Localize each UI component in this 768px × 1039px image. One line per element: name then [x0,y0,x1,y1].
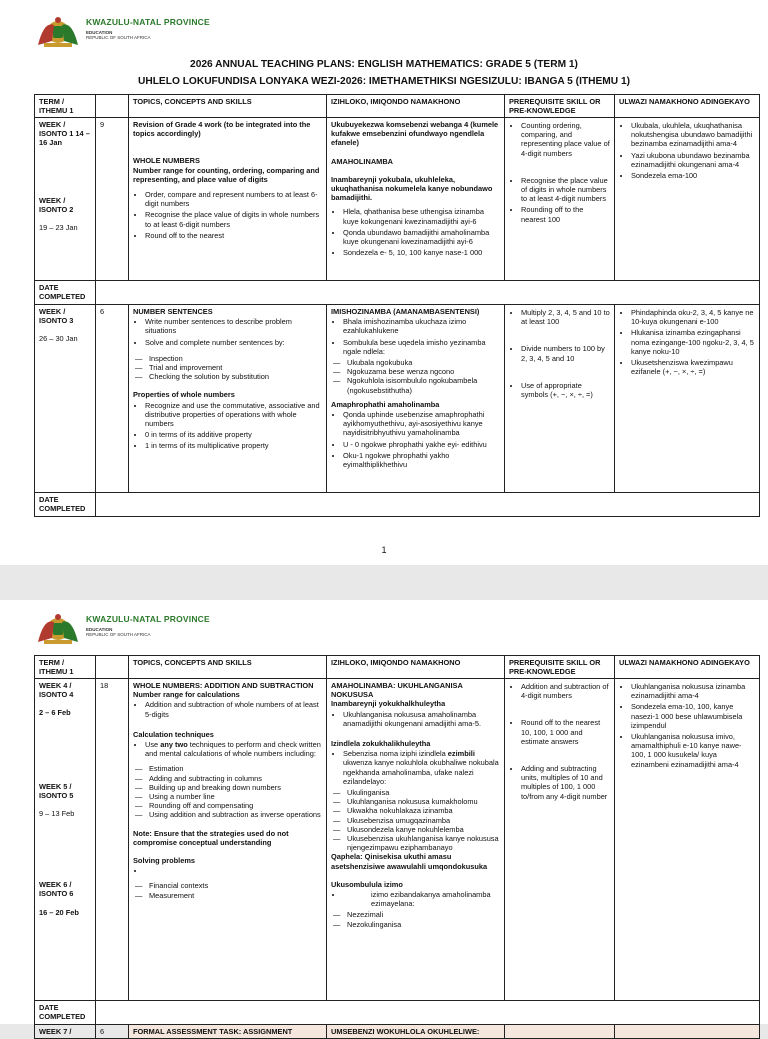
list-item: • izimo ezibandakanya amaholinamba ezimayelana: [343,890,500,908]
week-7-label: WEEK 7 / [35,1025,96,1039]
list-item: • Oku-1 ngokwe phrophathi yakho eyimalthiplikhethivu [343,451,500,469]
header-term: TERM / ITHEMU 1 [35,656,96,679]
week-4-dates: 2 – 6 Feb [39,708,71,718]
list-item: • U - 0 ngokwe phrophathi yakhe eyi- edithivu [343,440,500,449]
header-logo [34,15,210,49]
date-completed-label: DATE COMPLETED [35,281,96,305]
hours-cell: 6 [96,305,129,493]
week-2-dates: 19 – 23 Jan [39,223,78,233]
list-item: • Recognise the place value of digits in whole numbers to at least 6-digit numbers [145,210,322,228]
assessment-task-label-zulu: UMSEBENZI WOKUHLOLA OKUHLELIWE: [327,1025,505,1039]
date-completed-row [35,281,760,305]
header-topics: TOPICS, CONCEPTS AND SKILLS [129,656,327,679]
izihloko-cell [327,118,505,281]
table-header-row [35,656,760,679]
header-prereq: PREREQUISITE SKILL OR PRE-KNOWLEDGE [505,95,615,118]
table-row [35,679,760,1001]
topic-subheading-zulu: Inambareynji yokubala, ukuhleleka, ukuqhathanisa nokumelela kanye nobundawo bamadijithi. [331,174,493,203]
prereq-cell [505,118,615,281]
list-item: — Rounding off and compensating [149,801,322,810]
hours-cell: 9 [96,118,129,281]
list-item [145,866,322,875]
topic-heading: NUMBER SENTENCES [133,307,213,316]
list-item: • Hlela, qhathanisa bese uthengisa izinamba kuye kokungenani kwezinamadijithi ayi-6 [343,207,500,225]
hours-cell: 6 [96,1025,129,1039]
country-name: REPUBLIC OF SOUTH AFRICA [86,632,151,637]
solving-heading: Solving problems [133,856,196,866]
table-row [35,1025,760,1039]
ulwazi-cell [615,118,760,281]
week-5-dates: 9 – 13 Feb [39,809,75,819]
list-item: • Ukubala, ukuhlela, ukuqhathanisa nokutshengisa ubundawo bamadijithi bezinamba ezinamadijithi ama-4 [631,121,755,149]
revision-text-zulu: Ukubuyekezwa komsebenzi webanga 4 (kumele kufakwe emsebenzini ofundwayo ngendlela efanele) [331,120,499,148]
date-completed-label: DATE COMPLETED [35,493,96,517]
table-row [35,118,760,281]
header-ulwazi: ULWAZI NAMAKHONO ADINGEKAYO [615,656,760,679]
list-item: • Order, compare and represent numbers to at least 6-digit numbers [145,190,322,208]
topics-cell [129,305,327,493]
list-item: • Sombulula bese uqedela imisho yezinamba ngale ndlela: [343,338,500,356]
list-item: • Ukuhlanganisa nokususa imivo, amamalthiphuli e-10 kanye nawe-100, 1 000 kusukela/ kuya ezinambeni ezinamadijithi ama-4 [631,732,755,769]
list-item: — Nezezimali [347,910,500,919]
list-item: • Use any two techniques to perform and check written and mental calculations of whole numbers including: [145,740,322,758]
list-item: • Bhala imishozinamba ukuchaza izimo ezahlukahlukene [343,317,500,335]
list-item: • Recognize and use the commutative, associative and distributive properties of operations with whole numbers [145,401,322,429]
header-hours [96,656,129,679]
list-item: — Trial and improvement [149,363,322,372]
list-item: • Sondezela e- 5, 10, 100 kanye nase-1 000 [343,248,500,257]
week-6-label: WEEK 6 / ISONTO 6 [39,880,74,899]
list-item: • Adding and subtracting units, multiples of 10 and multiples of 100, 1 000 to/from any 4-digit number [521,764,610,801]
list-item: • Multiply 2, 3, 4, 5 and 10 to at least 100 [521,308,610,326]
week-2-label: WEEK / ISONTO 2 [39,196,74,215]
topic-subheading-zulu: Inambareynji yokukhalkhuleytha [331,699,446,709]
topic-subheading: Properties of whole numbers [133,390,235,400]
department-name: EDUCATION [86,30,113,35]
list-item: • Ukuhlanganisa nokususa amaholinamba anamadijithi okungenani amadijithi ama-5. [343,710,500,728]
document-title-english: 2026 ANNUAL TEACHING PLANS: ENGLISH MATHEMATICS: GRADE 5 (TERM 1) [190,59,578,70]
coat-of-arms-icon [34,15,82,49]
week-cell [35,118,96,281]
list-item: • Addition and subtraction of whole numbers of at least 5-digits [145,700,322,718]
table-header-row [35,95,760,118]
izihloko-cell [327,679,505,1001]
table-row [35,305,760,493]
teaching-plan-table-1 [34,94,760,517]
week-cell [35,305,96,493]
hours-cell: 18 [96,679,129,1001]
list-item: • Ukuhlanganisa nokususa izinamba ezinamadijithi ama-4 [631,682,755,700]
week-3-label: WEEK / ISONTO 3 [39,307,74,326]
date-completed-row [35,1001,760,1025]
date-completed-value[interactable] [96,1001,760,1025]
topic-subheading-zulu: Amaphrophathi amaholinamba [331,399,440,409]
list-item: • Write number sentences to describe problem situations [145,317,322,335]
topic-heading-zulu: AMAHOLINAMBA: UKUHLANGANISA NOKUSUSA [331,681,463,700]
list-item: — Ngokuhlola isisombululo ngokubambela (ngokusebstithutha) [347,376,500,394]
list-item: — Ngokuzama bese wenza ngcono [347,367,500,376]
country-name: REPUBLIC OF SOUTH AFRICA [86,35,151,40]
list-item: • Round off to the nearest [145,231,322,240]
topics-cell [129,118,327,281]
list-item: • Divide numbers to 100 by 2, 3, 4, 5 and 10 [521,344,610,362]
teaching-plan-table-2 [34,655,760,1039]
week-6-dates: 16 – 20 Feb [39,907,79,917]
list-item: — Nezokulinganisa [347,920,500,929]
week-5-label: WEEK 5 / ISONTO 5 [39,781,74,800]
list-item: — Measurement [149,891,322,900]
topic-heading-zulu: IMISHOZINAMBA (AMANAMBASENTENSI) [331,307,480,316]
list-item: — Ukusondezela kanye nokuhlelemba [347,825,500,834]
list-item: — Adding and subtracting in columns [149,774,322,783]
header-izihloko: IZIHLOKO, IMIQONDO NAMAKHONO [327,656,505,679]
list-item: • Hlukanisa izinamba ezingaphansi noma ezingange-100 ngoku-2, 3, 4, 5 kanye noku-10 [631,328,755,356]
topic-heading-zulu: AMAHOLINAMBA [331,156,393,166]
province-name: KWAZULU-NATAL PROVINCE [86,614,210,624]
list-item: — Using a number line [149,792,322,801]
week-3-dates: 26 – 30 Jan [39,334,78,344]
list-item: • Sondezela ema-100 [631,171,755,180]
list-item: — Checking the solution by substitution [149,372,322,381]
header-logo [34,612,210,646]
province-name: KWAZULU-NATAL PROVINCE [86,17,210,27]
date-completed-value[interactable] [96,493,760,517]
header-ulwazi: ULWAZI NAMAKHONO ADINGEKAYO [615,95,760,118]
topic-heading: WHOLE NUMBERS [133,156,200,166]
date-completed-row [35,493,760,517]
list-item: — Ukulinganisa [347,788,500,797]
list-item: — Ukusebenzisa umugqazinamba [347,816,500,825]
revision-text: Revision of Grade 4 work (to be integrated into the topics accordingly) [133,120,311,139]
topics-cell [129,679,327,1001]
list-item: • 1 in terms of its multiplicative property [145,441,322,450]
list-item: — Ukusebenzisa ukuhlanganisa kanye nokususa njengezimpawu eziphambanayo [347,834,500,852]
list-item: — Using addition and subtraction as inverse operations [149,810,322,819]
list-item: • Qonda ubundawo bamadijithi amaholinamba kuye okungenani kwezinamadijithi ayi-6 [343,228,500,246]
list-item: • Sondezela ema-10, 100, kanye nasezi-1 000 bese uhlawumbisela izimpendul [631,702,755,730]
calc-heading: Calculation techniques [133,729,214,739]
department-name: EDUCATION [86,627,113,632]
list-item: • Counting ordering, comparing, and representing place value of 4-digit numbers [521,121,610,158]
list-item: — Ukuhlanganisa nokususa kumakholomu [347,797,500,806]
topic-subheading: Number range for calculations [133,690,240,700]
list-item: • Use of appropriate symbols (+, −, ×, ÷, =) [521,381,610,399]
list-item: — Estimation [149,764,322,773]
list-item: • Qonda uphinde usebenzise amaphrophathi ayikhomyuthethivu, ayi-asosiyethivu kanye nayidisitribhyuthivu yamaholinamba [343,410,500,438]
coat-of-arms-icon [34,612,82,646]
document-title-zulu: UHLELO LOKUFUNDISA LONYAKA WEZI-2026: IMETHAMETHIKSI NGESIZULU: IBANGA 5 (ITHEMU 1) [137,76,631,87]
topic-heading: WHOLE NUMBERS: ADDITION AND SUBTRACTION [133,681,314,690]
calc-heading-zulu: Izindlela zokukhalikhuleytha [331,739,431,749]
date-completed-value[interactable] [96,281,760,305]
header-prereq: PREREQUISITE SKILL OR PRE-KNOWLEDGE [505,656,615,679]
note-text: Note: Ensure that the strategies used do not compromise conceptual understanding [133,828,289,847]
prereq-cell [505,679,615,1001]
header-term: TERM / ITHEMU 1 [35,95,96,118]
list-item: • Rounding off to the nearest 100 [521,205,610,223]
list-item: • 0 in terms of its additive property [145,430,322,439]
qaphela-text: Qaphela: Qinisekisa ukuthi amasu asetshenzisiwe awawulahli umqondokusuka [331,852,488,871]
list-item: — Ukubala ngokubuka [347,358,500,367]
list-item: • Recognise the place value of digits in whole numbers to at least 4-digit numbers [521,176,610,204]
list-item: — Financial contexts [149,881,322,890]
list-item: • Phindaphinda oku-2, 3, 4, 5 kanye ne 10-kuya okungenani e-100 [631,308,755,326]
ulwazi-cell [615,305,760,493]
topic-subheading: Number range for counting, ordering, comparing and representing, and place value of digits [133,165,320,184]
header-izihloko: IZIHLOKO, IMIQONDO NAMAKHONO [327,95,505,118]
header-topics: TOPICS, CONCEPTS AND SKILLS [129,95,327,118]
list-item: • Yazi ukubona ubundawo bezinamba ezinamadijithi okungenani ama-4 [631,151,755,169]
list-item: • Addition and subtraction of 4-digit numbers [521,682,610,700]
list-item: • Solve and complete number sentences by: [145,338,322,347]
list-item: • Round off to the nearest 10, 100, 1 000 and estimate answers [521,718,610,746]
list-item: — Inspection [149,354,322,363]
ulwazi-cell [615,1025,760,1039]
week-1-label: WEEK / ISONTO 1 14 – 16 Jan [39,120,90,148]
week-4-label: WEEK 4 / ISONTO 4 [39,681,74,700]
list-item: — Ukwakha nokuhlakaza izinamba [347,806,500,815]
assessment-task-label: FORMAL ASSESSMENT TASK: ASSIGNMENT [129,1025,327,1039]
page-number: 1 [381,545,387,555]
list-item: — Building up and breaking down numbers [149,783,322,792]
list-item: • Ukusetshenziswa kwezimpawu ezifanele (+, −, ×, ÷, =) [631,358,755,376]
izihloko-cell [327,305,505,493]
date-completed-label: DATE COMPLETED [35,1001,96,1025]
prereq-cell [505,305,615,493]
list-item: • Sebenzisa noma iziphi izindlela ezimbili ukwenza kanye nokuhlola okubhaliwe nokubala ngekhanda amaholinamba, ufake nalezi ezilandelayo: [343,749,500,786]
prereq-cell [505,1025,615,1039]
solving-heading-zulu: Ukusombulula izimo [331,879,403,889]
week-cell [35,679,96,1001]
header-hours [96,95,129,118]
ulwazi-cell [615,679,760,1001]
